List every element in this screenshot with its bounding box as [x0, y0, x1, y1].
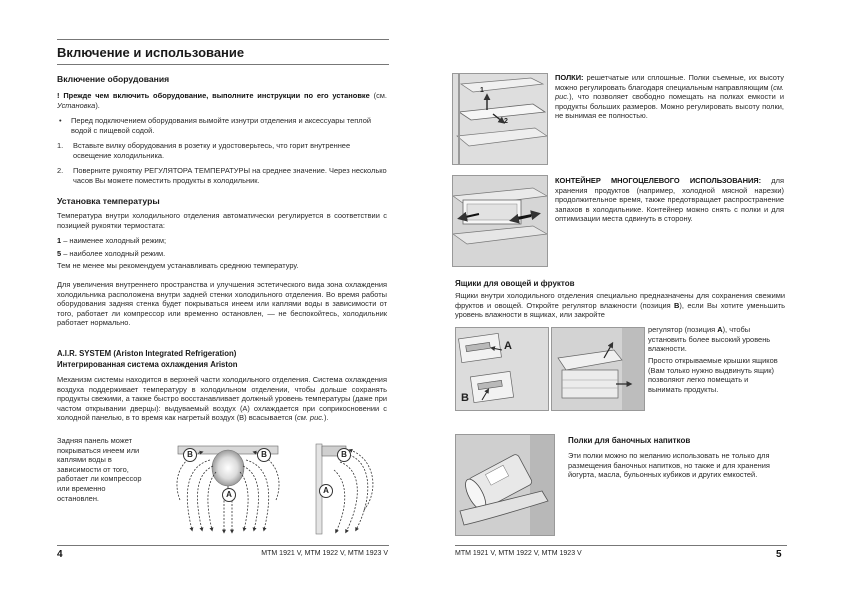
footer-rule-left — [57, 545, 389, 546]
back-panel-paragraph: Задняя панель может покрываться инеем или каплями воды в зависимости от того, работает ли компрессор или временно остановлен. — [57, 436, 142, 503]
veg-text-1b: ), если Вы хотите уменьшить уровень влажности в ящиках, или закройте — [455, 300, 785, 320]
air-system-heading: A.I.R. SYSTEM (Ariston Integrated Refrigeration) — [57, 349, 237, 358]
space-paragraph: Для увеличения внутреннего пространства и улучшения эстетического вида зона охлаждения холодильника расположена внутри задней стенки холодильного отделения. Во время работы оборудования задняя стенка будет покрываться инеем или каплями воды в зависимости от того, работает ли компрессор или временно остановлен, — не беспокойтесь, холодильник работает нормально. — [57, 280, 387, 328]
warning-bold: ! Прежде чем включить оборудование, выполните инструкции по его установке — [57, 91, 370, 100]
fig-label-b-side: B — [337, 448, 351, 462]
page-number-left: 4 — [57, 549, 63, 560]
footer-models-right: MTM 1921 V, MTM 1922 V, MTM 1923 V — [455, 550, 582, 557]
container-text: для хранения продуктов (например, холодной мясной нарезки) продолжительное время, также предотвращает распространение запахов в холодильнике. Контейнер можно снять с полки и для оптимизации места сдвинуть в сторону. — [555, 176, 784, 224]
temp-mode-1-text: – наименее холодный режим; — [61, 236, 167, 245]
air-system-figure — [150, 440, 388, 536]
air-system-subheading: Интегрированная система охлаждения Ariston — [57, 360, 238, 369]
temp-mode-5 — [57, 249, 165, 259]
veg-pos-a: A — [717, 325, 723, 334]
container-figure — [452, 175, 548, 267]
veg-paragraph-2 — [648, 325, 784, 354]
bullet-item: • Перед подключением оборудования вымойте изнутри отделения и аксессуары теплой водой с пищевой содой. — [57, 116, 387, 135]
cans-paragraph: Эти полки можно по желанию использовать не только для размещения баночных напитков, но также и для хранения йогурта, масла, бульонных кубиков и других емкостей. — [568, 451, 770, 480]
shelves-paragraph — [555, 73, 784, 121]
humidity-regulator-figure — [455, 327, 549, 411]
section-heading-power-on: Включение оборудования — [57, 74, 170, 84]
veg-paragraph-3: Просто открываемые крышки ящиков (Вам только нужно выдвинуть ящик) позволяют легко помещать и вынимать продукты. — [648, 356, 778, 394]
warning-paragraph — [57, 91, 387, 110]
shelves-text: решетчатые или сплошные. Полки съемные, их высоту можно регулировать благодаря специальным направляющим ( — [555, 73, 784, 92]
veg-text-1: Ящики внутри холодильного отделения специально предназначены для сохранения свежими фруктов и овощей. Откройте регулятор влажности (позиция — [455, 291, 785, 310]
warning-end: ). — [95, 100, 100, 110]
air-system-end: ). — [324, 413, 329, 423]
title-rule-top — [57, 39, 389, 40]
shelves-ref: см. рис. — [555, 82, 784, 102]
veg-fig-label-b: B — [461, 392, 469, 404]
fig-label-b-left: B — [183, 448, 197, 462]
footer-models-left: MTM 1921 V, MTM 1922 V, MTM 1923 V — [261, 550, 388, 557]
title-rule-bottom — [57, 64, 389, 65]
shelf-fig-label-1: 1 — [480, 87, 484, 94]
shelves-title: ПОЛКИ: — [555, 73, 584, 82]
bullet-list — [57, 116, 387, 135]
shelves-figure — [452, 73, 548, 165]
fig-label-a-side: A — [319, 484, 333, 498]
crisper-drawer-figure — [551, 327, 645, 411]
step-1-number: 1. — [57, 141, 64, 150]
air-system-text: Механизм системы находится в верхней части холодильного отделения. Система охлаждения воздуха поддерживает температуру в холодильном отделении, чтобы дольше сохранять продукты свежими, а также быстро восстанавливает должный уровень температуры (даже при частом открывании дверцы): выдуваемый воздух (А) охлаждается при соприкосновении с холодной панелью, в то время как нагретый воздух (В) всасывается ( — [57, 375, 387, 423]
temp-mode-1 — [57, 236, 166, 246]
veg-fig-label-a: A — [504, 340, 512, 352]
temperature-intro: Температура внутри холодильного отделения автоматически регулируется в соответствии с позицией рукоятки термостата: — [57, 211, 387, 230]
veg-paragraph-1 — [455, 291, 785, 320]
temp-mode-5-num: 5 — [57, 249, 62, 258]
warning-ref: Установка — [57, 100, 96, 110]
warning-text: (см. — [369, 91, 387, 100]
air-system-paragraph — [57, 375, 387, 423]
fig-label-a-front: A — [222, 488, 236, 502]
shelves-text-2: ), что позволяет свободно помещать на полках емкости и продукты больших размеров. Можно регулировать высоту полки, не вынимая ее полностью. — [555, 92, 784, 121]
fig-label-b-right: B — [257, 448, 271, 462]
veg-pos-b: B — [674, 300, 680, 310]
footer-rule-right — [455, 545, 787, 546]
can-rack-figure — [455, 434, 555, 536]
step-1 — [57, 141, 387, 160]
step-2 — [57, 166, 387, 185]
container-paragraph — [555, 176, 784, 224]
page-title: Включение и использование — [57, 45, 245, 60]
veg-text-2a: регулятор (позиция — [648, 325, 718, 334]
container-title: КОНТЕЙНЕР МНОГОЦЕЛЕВОГО ИСПОЛЬЗОВАНИЯ: — [555, 176, 762, 185]
section-heading-temperature: Установка температуры — [57, 196, 160, 206]
temp-recommendation: Тем не менее мы рекомендуем устанавливать среднюю температуру. — [57, 261, 299, 270]
temp-mode-1-num: 1 — [57, 236, 62, 245]
step-1-text: Вставьте вилку оборудования в розетку и удостоверьтесь, что горит внутреннее освещение холодильника. — [73, 141, 351, 160]
shelf-fig-label-2: 2 — [504, 118, 508, 125]
cans-heading: Полки для баночных напитков — [568, 436, 691, 445]
air-system-ref: см. рис. — [296, 413, 324, 423]
veg-text-2b: ), чтобы установить более высокий уровень влажности. — [648, 325, 771, 354]
step-2-number: 2. — [57, 166, 64, 175]
veg-heading: Ящики для овощей и фруктов — [455, 279, 575, 288]
temp-mode-5-text: – наиболее холодный режим. — [61, 249, 166, 258]
step-2-text: Поверните рукоятку РЕГУЛЯТОРА ТЕМПЕРАТУРЫ на среднее значение. Через несколько часов Вы можете поместить продукты в холодильник. — [73, 166, 387, 185]
page-number-right: 5 — [776, 549, 782, 560]
